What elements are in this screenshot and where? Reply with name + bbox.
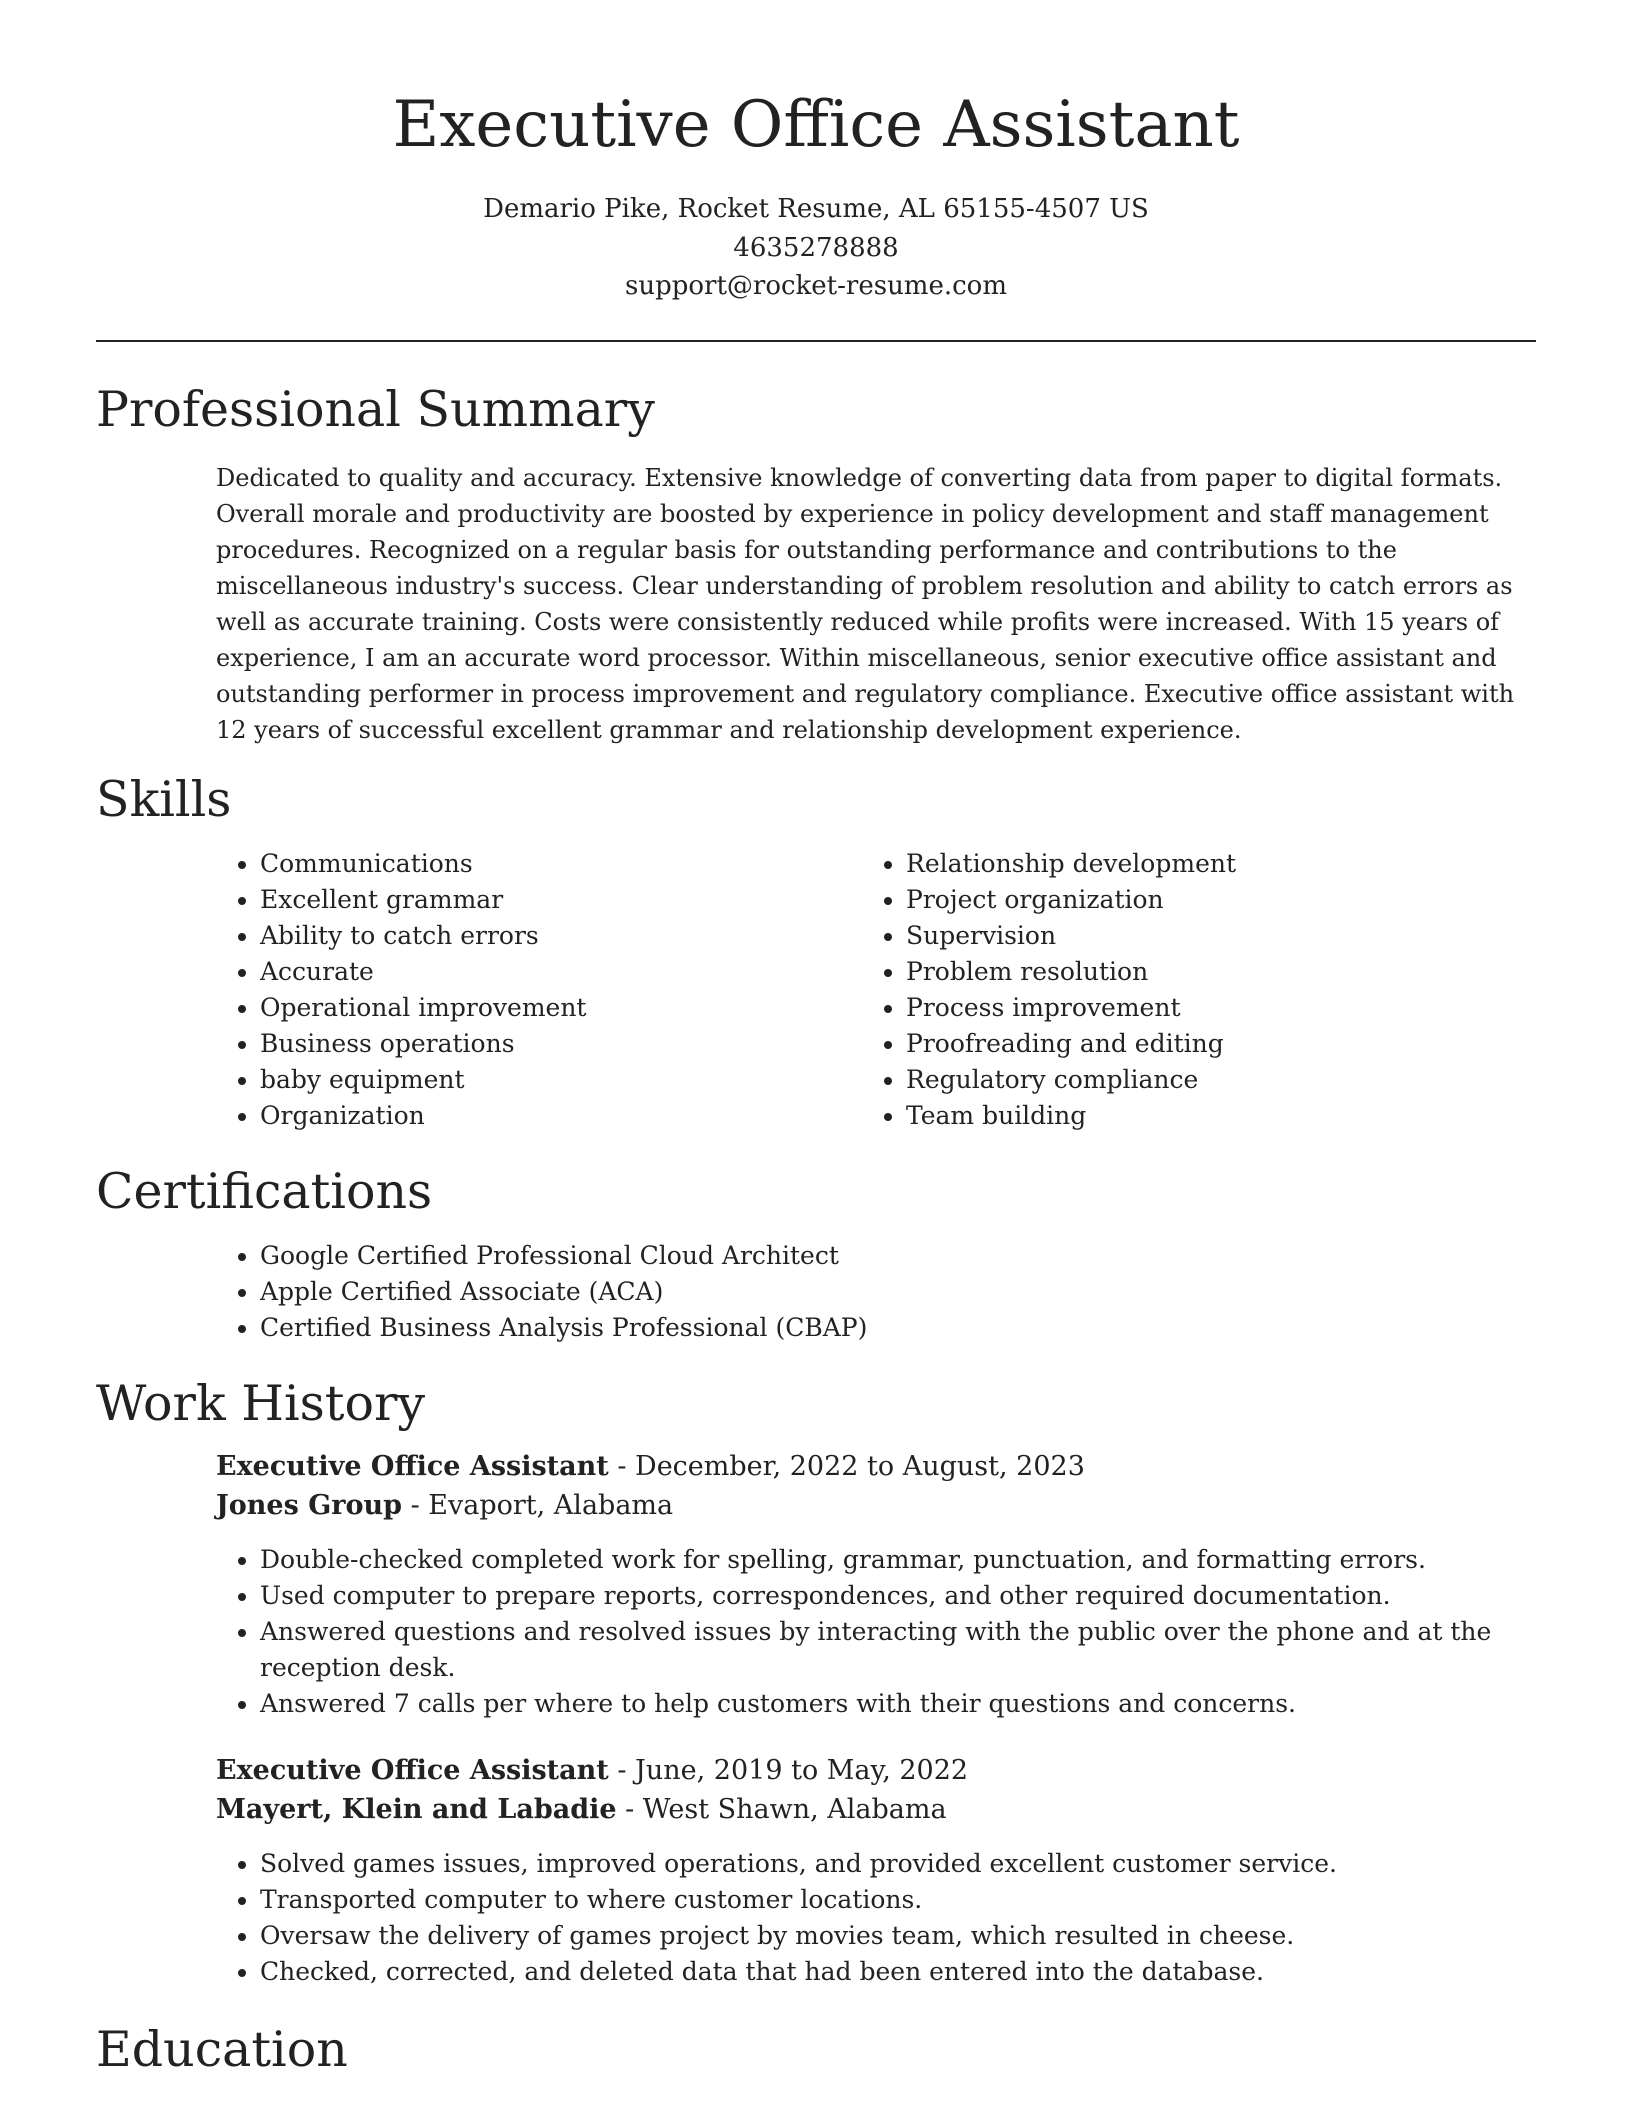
certification-item: • Certified Business Analysis Professional (CBAP) (260, 1310, 1560, 1346)
summary-heading: Professional Summary (96, 381, 655, 438)
job-title-line (216, 1448, 1085, 1486)
skill-item: • Process improvement (906, 990, 1546, 1026)
skill-item: • Proofreading and editing (906, 1026, 1546, 1062)
skills-heading: Skills (96, 771, 232, 828)
skill-item: • Relationship development (906, 846, 1546, 882)
contact-address: Demario Pike, Rocket Resume, AL 65155-4507 US (483, 194, 1149, 224)
job-company: Jones Group (216, 1490, 402, 1521)
education-heading: Education (96, 2021, 348, 2078)
job-bullet: • Solved games issues, improved operations, and provided excellent customer service. (260, 1846, 1550, 1882)
skill-item: • Regulatory compliance (906, 1062, 1546, 1098)
job-bullet: • Double-checked completed work for spelling, grammar, punctuation, and formatting errors. (260, 1542, 1550, 1578)
resume-title: Executive Office Assistant (392, 88, 1240, 162)
job-bullet: • Transported computer to where customer locations. (260, 1882, 1550, 1918)
skill-item: • Communications (260, 846, 820, 882)
job-title: Executive Office Assistant (216, 1451, 609, 1482)
certification-item: • Google Certified Professional Cloud Architect (260, 1238, 1560, 1274)
contact-email: support@rocket-resume.com (624, 271, 1007, 301)
job-bullets (216, 1542, 1550, 1722)
skill-item: • Business operations (260, 1026, 820, 1062)
certifications-list (216, 1238, 1560, 1346)
summary-text: Dedicated to quality and accuracy. Extensive knowledge of converting data from paper to digital formats. Overall morale and productivity are boosted by experience in policy development and staff management procedures. Recognized on a regular basis for outstanding performance and contributions to the miscellaneous industry's success. Clear understanding of problem resolution and ability to catch errors as well as accurate training. Costs were consistently reduced while profits were increased. With 15 years of experience, I am an accurate word processor. Within miscellaneous, senior executive office assistant and outstanding performer in process improvement and regulatory compliance. Executive office assistant with 12 years of successful excellent grammar and relationship development experience. (216, 464, 1515, 744)
skill-item: • Team building (906, 1098, 1546, 1134)
skill-item: • Project organization (906, 882, 1546, 918)
job-bullet: • Oversaw the delivery of games project by movies team, which resulted in cheese. (260, 1918, 1550, 1954)
job-location: - Evaport, Alabama (402, 1490, 674, 1521)
job-title: Executive Office Assistant (216, 1755, 609, 1786)
job-bullet: • Answered questions and resolved issues by interacting with the public over the phone and at the reception desk. (260, 1614, 1550, 1686)
certifications-heading: Certifications (96, 1163, 433, 1220)
skill-item: • Operational improvement (260, 990, 820, 1026)
job-location: - West Shawn, Alabama (616, 1794, 947, 1825)
job-title-line (216, 1752, 968, 1790)
skill-item: • Accurate (260, 954, 820, 990)
job-bullet: • Used computer to prepare reports, correspondences, and other required documentation. (260, 1578, 1550, 1614)
work-history-heading: Work History (96, 1375, 426, 1432)
job-company: Mayert, Klein and Labadie (216, 1794, 617, 1825)
job-company-line (216, 1487, 673, 1525)
job-bullet: • Checked, corrected, and deleted data that had been entered into the database. (260, 1954, 1550, 1990)
certification-item: • Apple Certified Associate (ACA) (260, 1274, 1560, 1310)
skill-item: • Ability to catch errors (260, 918, 820, 954)
job-company-line (216, 1791, 947, 1829)
skill-item: • Supervision (906, 918, 1546, 954)
skills-list-left (216, 846, 820, 1134)
job-bullets (216, 1846, 1550, 1990)
skill-item: • Excellent grammar (260, 882, 820, 918)
skill-item: • Problem resolution (906, 954, 1546, 990)
header-divider (96, 340, 1536, 342)
skill-item: • Organization (260, 1098, 820, 1134)
contact-phone: 4635278888 (733, 233, 899, 263)
job-dates: - June, 2019 to May, 2022 (608, 1755, 969, 1786)
skill-item: • baby equipment (260, 1062, 820, 1098)
job-bullet: • Answered 7 calls per where to help customers with their questions and concerns. (260, 1686, 1550, 1722)
job-dates: - December, 2022 to August, 2023 (608, 1451, 1085, 1482)
skills-list-right (862, 846, 1546, 1134)
